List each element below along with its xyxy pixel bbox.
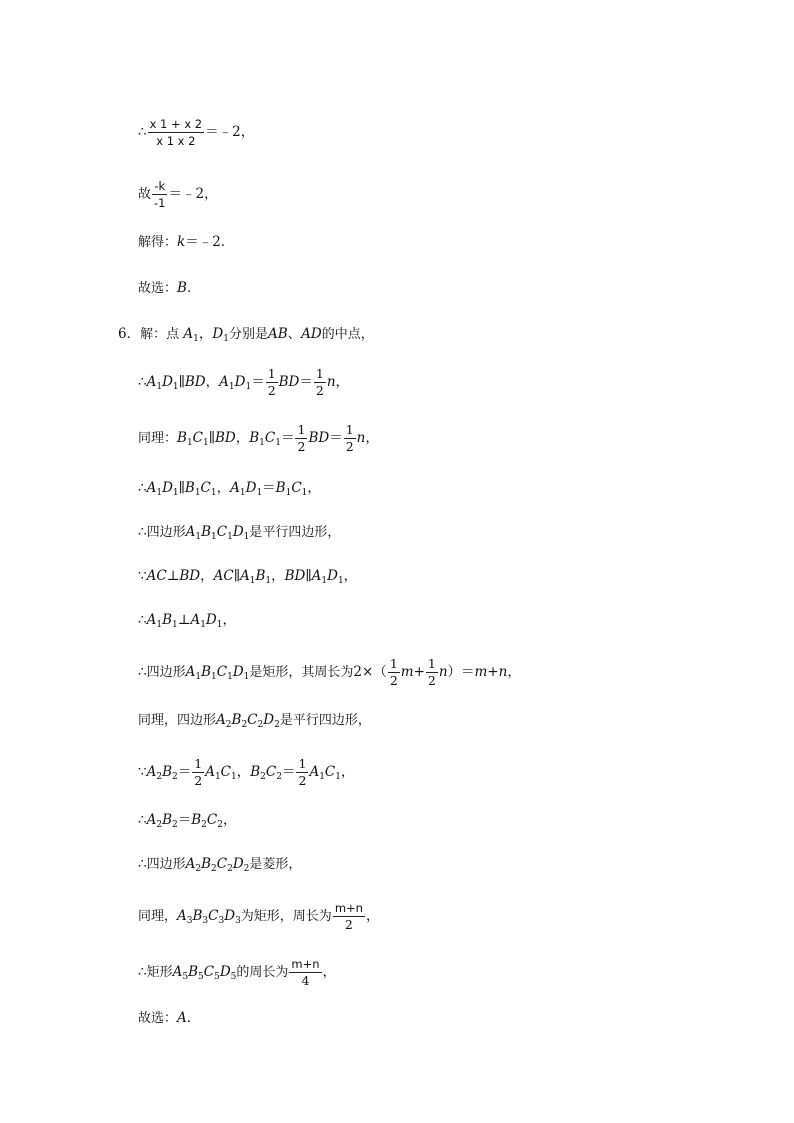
eq-line-a1b1-perp: [138, 610, 236, 630]
text: 是平行四边形，: [279, 713, 371, 728]
text: 四边形: [177, 713, 217, 728]
eq-line-a1d1: [138, 366, 349, 399]
eq-result: ＝﹣2．: [185, 234, 235, 250]
eq-line-rectangle-5: [138, 956, 336, 989]
label: D: [232, 856, 244, 872]
fraction-half: [426, 656, 438, 689]
label: BD: [284, 568, 306, 584]
sub: 1: [335, 772, 341, 782]
label-ad: AD: [301, 326, 322, 342]
label: B: [162, 812, 172, 828]
sub: 1: [200, 620, 206, 630]
sub: 2: [227, 864, 233, 874]
equals: ＝: [280, 430, 295, 446]
label: C: [220, 764, 232, 780]
therefore-symbol: ∴: [138, 374, 147, 390]
fraction-numerator: m+n: [334, 901, 363, 915]
label: D: [232, 524, 244, 540]
sub: 2: [156, 772, 163, 782]
fraction-numerator: m+n: [291, 957, 320, 971]
fraction-numerator: -k: [152, 178, 167, 195]
label: A: [177, 908, 187, 924]
label: C: [247, 712, 258, 728]
comma: ，: [322, 964, 337, 980]
fraction-denominator: 2: [427, 673, 436, 688]
sub: 2: [260, 772, 266, 782]
var-n: n: [438, 664, 448, 680]
therefore-symbol: ∴: [138, 124, 147, 140]
fraction-half: [296, 756, 308, 789]
label: A: [205, 764, 215, 780]
sub: 1: [172, 382, 179, 392]
label: A: [309, 764, 320, 780]
sub: 2: [225, 720, 232, 730]
eq-line-sum-over-product: [138, 116, 254, 149]
fraction-half: [314, 366, 326, 399]
fraction-numerator: 1: [297, 422, 306, 437]
sub: 1: [193, 334, 199, 344]
label: A: [146, 374, 157, 390]
text: 矩形: [146, 965, 173, 980]
equals: ＝: [299, 374, 313, 390]
therefore-symbol: ∴: [138, 812, 147, 828]
equals: ＝: [177, 764, 192, 780]
var-k: k: [177, 234, 186, 250]
eq-line-rectangle-3: [138, 900, 379, 933]
perp-symbol: ⊥: [166, 568, 180, 584]
label: D: [162, 480, 173, 496]
comma: ，: [198, 326, 213, 342]
sub: 1: [195, 532, 202, 542]
sub: 1: [194, 488, 201, 498]
sub: 2: [257, 720, 264, 730]
label: AC: [213, 568, 234, 584]
sub: 1: [239, 488, 246, 498]
label: A: [219, 374, 229, 390]
label: D: [234, 374, 246, 390]
sub: 1: [259, 438, 265, 448]
text: 的中点，: [321, 327, 374, 342]
label: C: [291, 480, 302, 496]
label: A: [216, 712, 226, 728]
answer-line-q5: [138, 278, 200, 299]
sub: 2: [217, 820, 223, 830]
eq-line-rectangle-1: [138, 656, 521, 689]
eq-line-parallelogram-2: [138, 710, 371, 731]
sub: 1: [203, 438, 209, 448]
label: A: [146, 764, 157, 780]
fraction-numerator: 1: [389, 656, 398, 671]
sub: 1: [216, 620, 223, 630]
equals: ＝: [251, 374, 265, 390]
label: C: [216, 524, 228, 540]
fraction-numerator: 1: [315, 366, 324, 381]
sub: 1: [319, 772, 325, 782]
period: ．: [186, 1010, 201, 1026]
comma: ，: [235, 430, 250, 446]
fraction-half: [192, 756, 204, 789]
fraction-numerator: 1: [427, 656, 436, 671]
label: A: [146, 812, 157, 828]
fraction-numerator: 1: [267, 366, 276, 381]
sub: 1: [195, 672, 202, 682]
text: 四边形: [146, 525, 186, 540]
label: D: [232, 664, 244, 680]
sub: 1: [172, 620, 178, 630]
sub: 1: [172, 488, 179, 498]
sub: 1: [231, 772, 237, 782]
label: C: [324, 764, 336, 780]
sub: 1: [223, 334, 229, 344]
q6-intro-line: [118, 324, 374, 345]
intro-text: 解：点: [140, 327, 180, 342]
label: D: [219, 964, 231, 980]
sub: 2: [274, 720, 280, 730]
comma: ，: [307, 480, 321, 496]
label: B: [192, 908, 203, 924]
answer-line-q6: [138, 1008, 200, 1029]
period: ．: [186, 280, 201, 296]
answer-choice: B: [177, 280, 187, 296]
parallel-symbol: ∥: [233, 568, 240, 584]
sub: 2: [172, 772, 178, 782]
sub: 1: [156, 620, 163, 630]
fraction-half: [295, 422, 307, 455]
because-symbol: ∵: [138, 568, 147, 584]
label: A: [230, 480, 240, 496]
fraction-denominator: 2: [194, 773, 203, 788]
label: BD: [278, 374, 300, 390]
label: B: [201, 524, 212, 540]
dun: 、: [287, 326, 302, 342]
sub: 1: [265, 576, 272, 586]
sub: 1: [301, 488, 308, 498]
sub: 1: [243, 532, 250, 542]
sub: 1: [227, 672, 233, 682]
fraction-denominator: x 1 x 2: [156, 134, 196, 148]
label: C: [208, 908, 219, 924]
sub: 1: [156, 488, 163, 498]
text: 是矩形，其周长为: [249, 665, 354, 680]
text: 四边形: [146, 665, 186, 680]
label: A: [239, 568, 250, 584]
label: B: [231, 712, 242, 728]
comma: ，: [222, 812, 237, 828]
sub: 1: [214, 772, 221, 782]
comma: ，: [216, 480, 231, 496]
label: B: [188, 964, 199, 980]
text: 同理，: [138, 909, 178, 924]
eq-line-ac-perp-bd: [138, 566, 357, 586]
eq-line-a2b2-b2c2: [138, 756, 355, 789]
label: B: [184, 480, 195, 496]
label: C: [265, 764, 277, 780]
sub: 3: [186, 916, 193, 926]
text: 分别是: [228, 327, 268, 342]
sub: 2: [211, 864, 217, 874]
sub: 1: [275, 438, 281, 448]
label: A: [185, 524, 196, 540]
label: B: [250, 764, 261, 780]
sub: 1: [227, 532, 233, 542]
var-n: n: [326, 374, 336, 390]
label-ab: AB: [267, 326, 288, 342]
text: ）＝: [447, 664, 475, 680]
therefore-symbol: ∴: [138, 856, 147, 872]
text: 四边形: [146, 857, 186, 872]
parallel-symbol: ∥: [208, 430, 215, 446]
label: BD: [215, 430, 236, 446]
plus: +: [413, 664, 425, 680]
eq-line-parallelogram-1: [138, 522, 340, 543]
fraction-denominator: 2: [298, 773, 307, 788]
sub: 1: [245, 382, 252, 392]
fraction-k: [152, 178, 167, 211]
comma: ，: [343, 568, 358, 584]
text: 是菱形，: [249, 857, 302, 872]
label: D: [327, 568, 338, 584]
answer-choice: A: [177, 1010, 187, 1026]
text: 的周长为: [236, 965, 289, 980]
fraction-mn-over-4: [289, 956, 321, 989]
parallel-symbol: ∥: [178, 374, 185, 390]
label: B: [275, 480, 286, 496]
comma: ，: [335, 374, 350, 390]
eq-line-a1d1-b1c1: [138, 478, 321, 498]
eq-result: ＝﹣2，: [168, 186, 218, 202]
sub: 5: [198, 972, 204, 982]
label: B: [191, 812, 202, 828]
parallel-symbol: ∥: [305, 568, 312, 584]
label: C: [264, 430, 276, 446]
sub: 1: [285, 488, 292, 498]
text: 2×（: [353, 664, 387, 680]
comma: ，: [222, 612, 236, 628]
eq-line-b1c1: [138, 422, 379, 455]
sub: 3: [235, 916, 241, 926]
label: D: [205, 612, 217, 628]
sub: 5: [230, 972, 237, 982]
fraction-sum-over-product: [148, 116, 205, 149]
sub: 2: [172, 820, 178, 830]
eq-result: ＝﹣2，: [205, 124, 255, 140]
label: AC: [146, 568, 167, 584]
label: D: [162, 374, 173, 390]
equals: ＝: [281, 764, 296, 780]
sub: 2: [195, 864, 202, 874]
label: A: [146, 612, 157, 628]
label: B: [201, 856, 212, 872]
text: 为矩形，周长为: [240, 909, 332, 924]
fraction-denominator: 2: [315, 383, 324, 398]
label: D: [263, 712, 275, 728]
equals: ＝: [262, 480, 276, 496]
sub: 2: [276, 772, 282, 782]
sub: 1: [228, 382, 235, 392]
label: C: [216, 856, 228, 872]
label: B: [255, 568, 266, 584]
eq-line-a2b2-eq-b2c2: [138, 810, 236, 830]
comma: ，: [205, 374, 220, 390]
sub: 1: [156, 382, 163, 392]
sub: 1: [243, 672, 250, 682]
therefore-symbol: ∴: [138, 524, 147, 540]
text: 同理，: [138, 713, 178, 728]
text: 同理：: [138, 431, 178, 446]
var-n: n: [356, 430, 366, 446]
equals: ＝: [329, 430, 343, 446]
fraction-denominator: 2: [297, 439, 306, 454]
parallel-symbol: ∥: [178, 480, 185, 496]
expr: m+n: [474, 664, 508, 680]
sub: 1: [256, 488, 263, 498]
label: B: [201, 664, 212, 680]
sub: 1: [211, 532, 217, 542]
line-lead: 解得：: [138, 235, 178, 250]
label-a: A: [183, 326, 194, 342]
label: A: [172, 964, 183, 980]
label: C: [192, 430, 204, 446]
label: BD: [308, 430, 330, 446]
fraction-numerator: 1: [194, 756, 203, 771]
label: A: [311, 568, 322, 584]
label: BD: [179, 568, 201, 584]
therefore-symbol: ∴: [138, 664, 147, 680]
line-lead: 故选：: [138, 281, 178, 296]
sub: 1: [186, 438, 193, 448]
sub: 1: [210, 488, 217, 498]
fraction-half: [344, 422, 356, 455]
sub: 2: [243, 864, 250, 874]
equals: ＝: [177, 812, 192, 828]
eq-line-rhombus: [138, 854, 301, 875]
sub: 2: [241, 720, 248, 730]
label: D: [245, 480, 257, 496]
question-number: 6．: [118, 326, 141, 342]
comma: ，: [236, 764, 251, 780]
fraction-denominator: 2: [345, 439, 354, 454]
fraction-denominator: 2: [267, 383, 276, 398]
sub: 1: [211, 672, 217, 682]
fraction-numerator: 1: [345, 422, 354, 437]
label: D: [224, 908, 236, 924]
label: B: [162, 764, 172, 780]
text: 是平行四边形，: [249, 525, 341, 540]
fraction-numerator: x 1 + x 2: [149, 117, 203, 131]
label: B: [249, 430, 260, 446]
perp-symbol: ⊥: [177, 612, 191, 628]
therefore-symbol: ∴: [138, 480, 147, 496]
fraction-mn-over-2: [333, 900, 365, 933]
fraction-denominator: 2: [389, 673, 398, 688]
label: A: [146, 480, 157, 496]
eq-line-k-over-minus-one: [138, 178, 218, 211]
label: C: [200, 480, 211, 496]
because-symbol: ∵: [138, 764, 147, 780]
label: B: [162, 612, 172, 628]
comma: ，: [271, 568, 285, 584]
fraction-denominator: 4: [301, 973, 310, 988]
line-lead: 故: [138, 187, 152, 202]
fraction-denominator: -1: [154, 196, 166, 210]
comma: ，: [200, 568, 214, 584]
therefore-symbol: ∴: [138, 964, 147, 980]
comma: ，: [365, 908, 380, 924]
label: A: [185, 664, 196, 680]
comma: ，: [341, 764, 355, 780]
sub: 5: [182, 972, 189, 982]
sub: 2: [201, 820, 207, 830]
comma: ，: [365, 430, 379, 446]
fraction-half: [388, 656, 400, 689]
label: C: [203, 964, 215, 980]
sub: 1: [249, 576, 256, 586]
var-m: m: [400, 664, 414, 680]
sub: 1: [321, 576, 328, 586]
sub: 1: [337, 576, 344, 586]
label: A: [190, 612, 201, 628]
label: A: [185, 856, 196, 872]
label-d: D: [212, 326, 224, 342]
fraction-half: [266, 366, 278, 399]
label: BD: [184, 374, 206, 390]
comma: ，: [507, 664, 521, 680]
label: C: [216, 664, 228, 680]
sub: 5: [214, 972, 220, 982]
label: C: [206, 812, 218, 828]
sub: 3: [202, 916, 209, 926]
line-lead: 故选：: [138, 1011, 178, 1026]
label: B: [177, 430, 187, 446]
fraction-numerator: 1: [298, 756, 307, 771]
eq-line-solve-k: [138, 232, 234, 253]
sub: 3: [218, 916, 225, 926]
fraction-denominator: 2: [344, 917, 353, 932]
therefore-symbol: ∴: [138, 612, 147, 628]
sub: 2: [156, 820, 163, 830]
